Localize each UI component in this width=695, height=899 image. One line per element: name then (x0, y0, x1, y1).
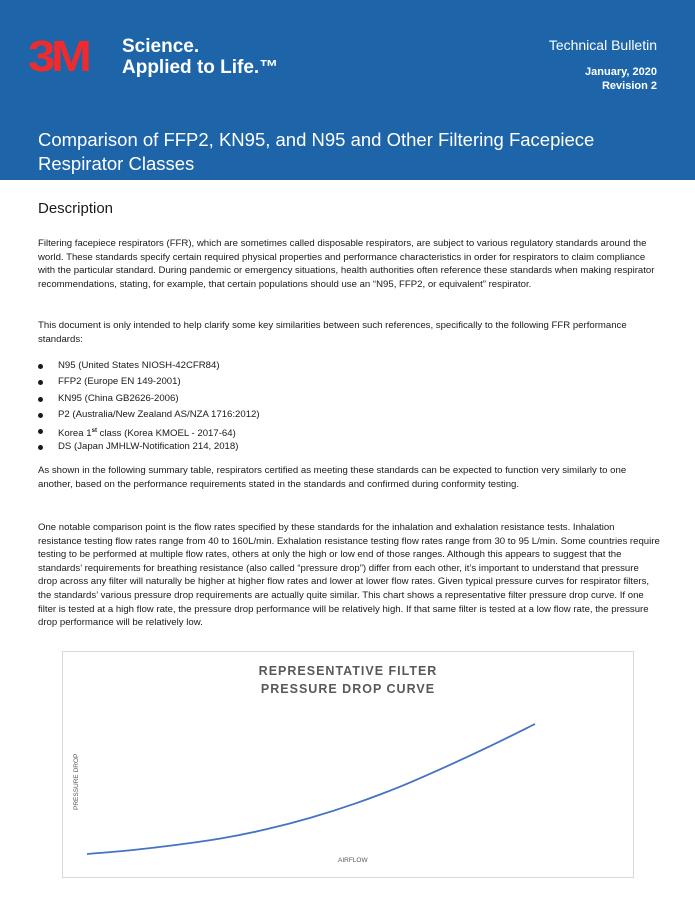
header-banner (0, 0, 695, 180)
list-item-text (58, 428, 236, 439)
slogan (122, 36, 278, 78)
3m-logo: 3M (28, 32, 88, 81)
bullet-icon (38, 413, 43, 418)
list-item-text: KN95 (China GB2626-2006) (58, 392, 179, 404)
list-item-text: DS (Japan JMHLW-Notification 214, 2018) (58, 441, 239, 453)
list-item (38, 374, 260, 390)
y-axis-label: PRESSURE DROP (73, 753, 80, 810)
bullet-icon (38, 380, 43, 385)
chart-title-line1: REPRESENTATIVE FILTER (258, 664, 438, 678)
bullet-icon (38, 429, 43, 434)
paragraph-intro: Filtering facepiece respirators (FFR), which are sometimes called disposable respirators, are subject to various regulatory standards around the world. These standards specify certain required physical properties and performance characteristics in order for respirators to claim compliance with the particular standard. During pandemic or emergency situations, health authorities often reference these standards when making respirator recommendations, stating, for example, that certain populations should use an “N95, FFP2, or equivalent” respirator. (38, 238, 655, 290)
list-item (38, 407, 260, 423)
paragraph-summary: As shown in the following summary table, respirators certified as meeting these standards can be expected to function very similarly to one another, based on the performance requirements stated in the standards and confirmed during conformity testing. (38, 465, 627, 490)
bullet-icon (38, 364, 43, 369)
list-item (38, 423, 260, 439)
korea-post: class (Korea KMOEL - 2017-64) (96, 428, 236, 440)
list-item (38, 439, 260, 455)
revision-label: Revision 2 (601, 80, 657, 92)
korea-pre: Korea 1 (58, 428, 92, 440)
chart-plot (63, 652, 633, 877)
list-item-text: P2 (Australia/New Zealand AS/NZA 1716:2012) (58, 408, 260, 420)
bulletin-date: January, 2020 (585, 66, 657, 78)
bullet-icon (38, 445, 43, 450)
section-heading: Description (38, 200, 114, 217)
list-item-text: FFP2 (Europe EN 149-2001) (58, 376, 181, 388)
pressure-drop-series-line (87, 724, 535, 854)
pressure-drop-chart (62, 651, 634, 878)
document-title: Comparison of FFP2, KN95, and N95 and Other Filtering Facepiece Respirator Classes (38, 129, 595, 174)
x-axis-label: AIRFLOW (338, 857, 368, 864)
slogan-line1: Science. (122, 36, 200, 57)
chart-title-line2: PRESSURE DROP CURVE (260, 682, 436, 696)
list-item (38, 391, 260, 407)
standards-list (38, 358, 260, 456)
paragraph-scope: This document is only intended to help clarify some key similarities between such references, specifically to the following FFR performance standards: (38, 320, 627, 345)
korea-sup: st (91, 428, 97, 435)
bullet-icon (38, 397, 43, 402)
slogan-line2: Applied to Life.™ (122, 57, 279, 78)
bulletin-label: Technical Bulletin (548, 37, 657, 53)
list-item-text: N95 (United States NIOSH-42CFR84) (58, 360, 220, 371)
list-item (38, 358, 260, 374)
date-block (585, 65, 657, 93)
paragraph-flow-rates: One notable comparison point is the flow rates specified by these standards for the inhalation and exhalation resistance tests. Inhalation resistance testing flow rates range from 40 to 160L/min. Exhalation resistance testing flow rates range from 30 to 95 L/min. Some countries require testing to be performed at multiple flow rates, others at only the high or low end of those ranges. Although this appears to suggest that the standards’ requirements for breathing resistance (also called “pressure drop”) differ from each other, it’s important to understand that pressure drop across any filter will naturally be higher at higher flow rates and lower at lower flow rates. Given typical pressure curves for respirator filters, the standards’ various pressure drop requirements are actually quite similar. This chart shows a representative filter pressure drop curve. If one filter is tested at a high flow rate, the pressure drop performance will be relatively high. If that same filter is tested at a low flow rate, the pressure drop performance will be relatively low. (38, 522, 660, 629)
